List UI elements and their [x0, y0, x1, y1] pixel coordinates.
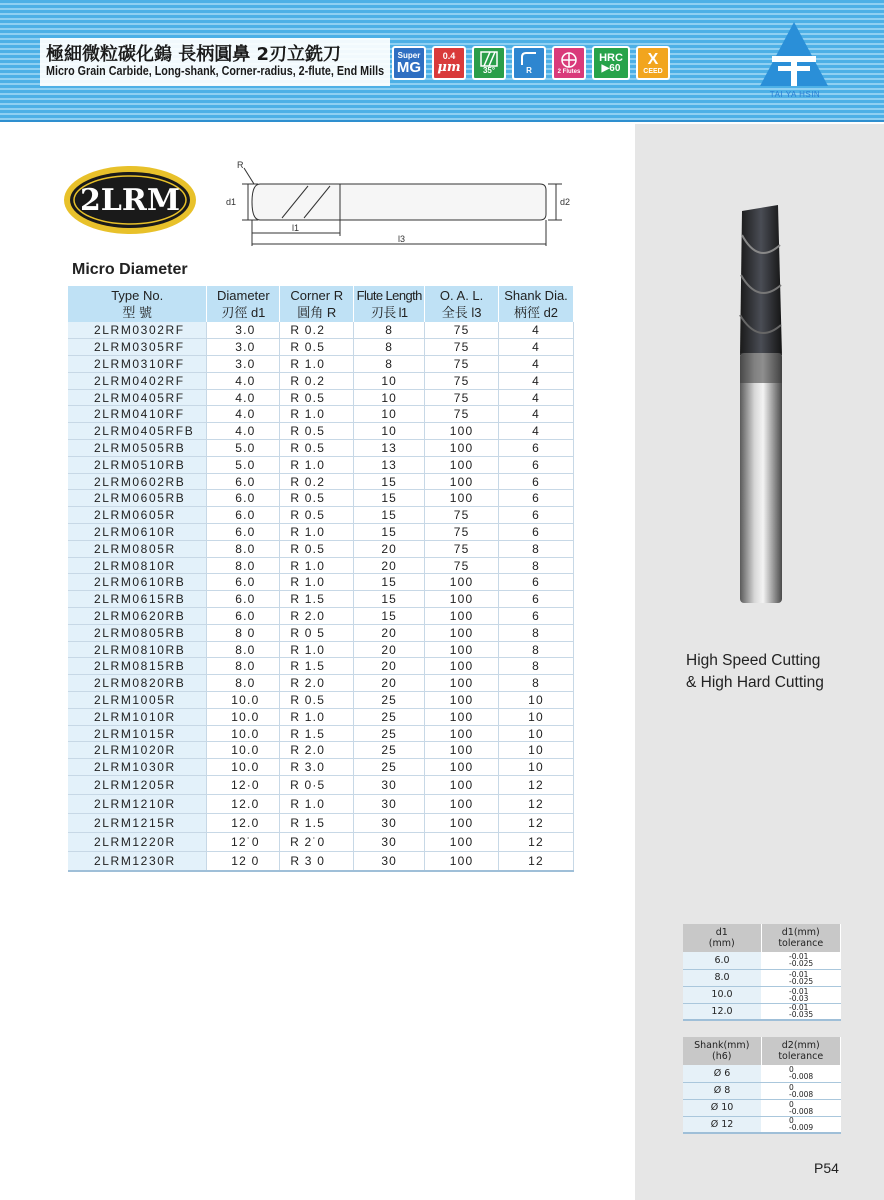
table-cell: 2LRM1030R — [68, 759, 207, 776]
table-cell: 12 — [499, 776, 574, 795]
table-cell: 100 — [425, 641, 499, 658]
tolerance-row — [683, 1003, 841, 1020]
table-cell: 6.0 — [207, 490, 280, 507]
table-cell: 100 — [425, 852, 499, 871]
table-cell: 100 — [425, 759, 499, 776]
table-cell: 15 — [354, 507, 425, 524]
table-cell: 10 — [499, 742, 574, 759]
table-cell: 2LRM0405RF — [68, 389, 207, 406]
table-cell: R 0.5 — [280, 507, 354, 524]
table-cell: 10.0 — [207, 759, 280, 776]
table-cell: 2LRM0410RF — [68, 406, 207, 423]
table-row — [68, 852, 574, 871]
table-cell: 3.0 — [207, 339, 280, 356]
table-cell: 2LRM0810R — [68, 557, 207, 574]
table-cell: 2LRM1210R — [68, 795, 207, 814]
table-cell: 8 — [499, 557, 574, 574]
table-cell: 100 — [425, 490, 499, 507]
table-cell: 10.0 — [207, 742, 280, 759]
emblem-text: 2LRM — [79, 183, 181, 218]
table-cell: 15 — [354, 473, 425, 490]
table-cell: 4 — [499, 322, 574, 339]
table-cell: R 1.0 — [280, 708, 354, 725]
spec-table — [68, 286, 574, 872]
table-cell: 2LRM0620RB — [68, 608, 207, 625]
d2-tolerance-header — [683, 1037, 841, 1065]
tolerance-value: -0.01 -0.035 — [761, 1003, 841, 1020]
table-cell: 2LRM0610RB — [68, 574, 207, 591]
table-cell: R 2.0 — [280, 608, 354, 625]
table-cell: R 3.0 — [280, 759, 354, 776]
table-cell: 12 0 — [207, 852, 280, 871]
tolerance-row — [683, 1116, 841, 1133]
table-cell: R 1.0 — [280, 795, 354, 814]
column-header: Shank Dia. 柄徑 d2 — [499, 286, 574, 322]
table-cell: 10.0 — [207, 725, 280, 742]
table-cell: 100 — [425, 658, 499, 675]
section-title: Micro Diameter — [72, 261, 188, 278]
flute-cross-section-icon — [560, 51, 578, 69]
table-cell: 25 — [354, 692, 425, 709]
corner-radius-icon — [520, 51, 538, 67]
table-cell: 13 — [354, 440, 425, 457]
table-cell: 30 — [354, 795, 425, 814]
tolerance-value: -0.01 -0.025 — [761, 969, 841, 986]
table-cell: 75 — [425, 372, 499, 389]
table-cell: 20 — [354, 557, 425, 574]
table-row — [68, 725, 574, 742]
table-cell: R 1.0 — [280, 557, 354, 574]
drawing-label-d2: d2 — [560, 197, 571, 207]
table-row — [68, 339, 574, 356]
table-cell: 8.0 — [207, 540, 280, 557]
xceed-badge: X CEED — [636, 46, 670, 80]
table-cell: 75 — [425, 540, 499, 557]
tai-ya-hsin-logo-icon — [758, 20, 830, 100]
table-row — [68, 524, 574, 541]
table-cell: R 0.5 — [280, 490, 354, 507]
table-cell: R 2˙0 — [280, 833, 354, 852]
table-row — [68, 440, 574, 457]
table-cell: 2LRM0805R — [68, 540, 207, 557]
table-cell: 6.0 — [207, 591, 280, 608]
tolerance-row — [683, 1065, 841, 1082]
table-cell: 6 — [499, 490, 574, 507]
tagline-line-2: & High Hard Cutting — [686, 674, 824, 691]
table-cell: 2LRM1020R — [68, 742, 207, 759]
table-cell: 8 — [499, 641, 574, 658]
table-cell: 2LRM0305RF — [68, 339, 207, 356]
page-number: P54 — [814, 1160, 839, 1176]
table-cell: 2LRM1010R — [68, 708, 207, 725]
table-row — [68, 356, 574, 373]
table-cell: R 0.5 — [280, 440, 354, 457]
tool-drawing — [222, 158, 582, 250]
hrc-badge: HRC ▶60 — [592, 46, 630, 80]
table-cell: 2LRM1205R — [68, 776, 207, 795]
table-cell: 100 — [425, 692, 499, 709]
tolerance-column-header: Shank(mm) (h6) — [683, 1037, 761, 1065]
tolerance-row — [683, 952, 841, 969]
end-mill-photo — [728, 205, 794, 610]
table-cell: 30 — [354, 833, 425, 852]
table-cell: 2LRM0605RB — [68, 490, 207, 507]
tagline — [686, 650, 824, 694]
table-cell: 2LRM0602RB — [68, 473, 207, 490]
tolerance-size: 8.0 — [683, 969, 761, 986]
table-cell: 2LRM1215R — [68, 814, 207, 833]
table-cell: 4 — [499, 423, 574, 440]
table-cell: 2LRM0615RB — [68, 591, 207, 608]
table-cell: 100 — [425, 776, 499, 795]
table-row — [68, 322, 574, 339]
table-cell: 4 — [499, 356, 574, 373]
table-cell: 12 — [499, 814, 574, 833]
table-cell: 30 — [354, 814, 425, 833]
table-cell: R 0.2 — [280, 372, 354, 389]
column-header: Type No. 型 號 — [68, 286, 207, 322]
table-cell: 6.0 — [207, 608, 280, 625]
table-cell: 8 — [499, 658, 574, 675]
table-cell: R 2.0 — [280, 675, 354, 692]
table-cell: 15 — [354, 490, 425, 507]
table-cell: 4.0 — [207, 406, 280, 423]
table-cell: R 1.5 — [280, 591, 354, 608]
table-cell: R 0.5 — [280, 339, 354, 356]
table-row — [68, 833, 574, 852]
feature-badges — [392, 46, 670, 80]
table-cell: 12˙0 — [207, 833, 280, 852]
tolerance-value: 0 -0.008 — [761, 1099, 841, 1116]
table-cell: 13 — [354, 456, 425, 473]
table-cell: 100 — [425, 795, 499, 814]
table-cell: 2LRM0610R — [68, 524, 207, 541]
two-flutes-badge: 2 Flutes — [552, 46, 586, 80]
table-cell: 4 — [499, 406, 574, 423]
d1-tolerance-header — [683, 924, 841, 952]
table-cell: 6 — [499, 524, 574, 541]
table-cell: 6 — [499, 473, 574, 490]
table-cell: 6.0 — [207, 574, 280, 591]
table-row — [68, 776, 574, 795]
tolerance-value: -0.01 -0.025 — [761, 952, 841, 969]
table-cell: R 1.0 — [280, 641, 354, 658]
table-header-row — [68, 286, 574, 322]
tolerance-value: 0 -0.009 — [761, 1116, 841, 1133]
tolerance-size: 10.0 — [683, 986, 761, 1003]
table-row — [68, 795, 574, 814]
table-cell: 75 — [425, 557, 499, 574]
column-header: Diameter 刃徑 d1 — [207, 286, 280, 322]
table-cell: 4.0 — [207, 372, 280, 389]
table-cell: 20 — [354, 658, 425, 675]
table-cell: 100 — [425, 574, 499, 591]
table-cell: 2LRM0805RB — [68, 624, 207, 641]
tolerance-size: Ø 12 — [683, 1116, 761, 1133]
table-cell: R 1.0 — [280, 524, 354, 541]
table-cell: 100 — [425, 708, 499, 725]
table-cell: 4 — [499, 389, 574, 406]
table-cell: 6 — [499, 608, 574, 625]
table-cell: 4.0 — [207, 423, 280, 440]
tolerance-value: -0.01 -0.03 — [761, 986, 841, 1003]
table-cell: 12 — [499, 852, 574, 871]
table-body — [68, 322, 574, 871]
table-cell: 10 — [354, 423, 425, 440]
title-chinese: 極細微粒碳化鎢 長柄圓鼻 2刃立銑刀 — [46, 44, 342, 65]
table-cell: 10 — [499, 708, 574, 725]
table-cell: 30 — [354, 776, 425, 795]
table-cell: 100 — [425, 473, 499, 490]
table-cell: 100 — [425, 833, 499, 852]
table-row — [68, 490, 574, 507]
tolerance-value: 0 -0.008 — [761, 1082, 841, 1099]
table-cell: 2LRM1230R — [68, 852, 207, 871]
tolerance-size: 6.0 — [683, 952, 761, 969]
table-row — [68, 814, 574, 833]
column-header: Corner R 圓角 R — [280, 286, 354, 322]
table-cell: 25 — [354, 725, 425, 742]
table-cell: 100 — [425, 456, 499, 473]
table-cell: 25 — [354, 708, 425, 725]
table-cell: 6.0 — [207, 524, 280, 541]
table-cell: 2LRM1015R — [68, 725, 207, 742]
table-cell: 3.0 — [207, 356, 280, 373]
tagline-line-1: High Speed Cutting — [686, 652, 821, 669]
table-cell: R 1.0 — [280, 456, 354, 473]
table-cell: 20 — [354, 624, 425, 641]
table-cell: R 3 0 — [280, 852, 354, 871]
table-cell: 8 — [354, 339, 425, 356]
table-row — [68, 608, 574, 625]
table-cell: 2LRM0810RB — [68, 641, 207, 658]
table-cell: 2LRM0402RF — [68, 372, 207, 389]
tolerance-column-header: d1 (mm) — [683, 924, 761, 952]
table-cell: 8.0 — [207, 658, 280, 675]
table-cell: 6.0 — [207, 473, 280, 490]
table-cell: R 2.0 — [280, 742, 354, 759]
table-cell: R 1.0 — [280, 356, 354, 373]
table-cell: R 1.5 — [280, 725, 354, 742]
table-cell: R 1.5 — [280, 658, 354, 675]
table-cell: R 0.5 — [280, 692, 354, 709]
table-cell: 10 — [354, 406, 425, 423]
table-row — [68, 591, 574, 608]
helix-angle-badge: 35° — [472, 46, 506, 80]
table-row — [68, 759, 574, 776]
table-cell: R 0 5 — [280, 624, 354, 641]
table-row — [68, 675, 574, 692]
table-cell: 75 — [425, 322, 499, 339]
table-row — [68, 692, 574, 709]
table-cell: 2LRM0310RF — [68, 356, 207, 373]
table-cell: 75 — [425, 406, 499, 423]
drawing-label-r: R — [237, 160, 244, 170]
table-cell: 10 — [499, 759, 574, 776]
table-cell: 5.0 — [207, 456, 280, 473]
corner-radius-badge: R — [512, 46, 546, 80]
table-cell: 8 — [499, 675, 574, 692]
table-cell: 8.0 — [207, 557, 280, 574]
table-cell: 25 — [354, 759, 425, 776]
table-cell: R 0.5 — [280, 389, 354, 406]
table-cell: 3.0 — [207, 322, 280, 339]
table-cell: 12 — [499, 795, 574, 814]
table-row — [68, 658, 574, 675]
table-row — [68, 574, 574, 591]
table-cell: 10 — [499, 692, 574, 709]
drawing-label-l1: l1 — [292, 223, 300, 233]
table-cell: 4.0 — [207, 389, 280, 406]
drawing-label-d1: d1 — [226, 197, 237, 207]
table-cell: 2LRM0302RF — [68, 322, 207, 339]
table-cell: 12.0 — [207, 814, 280, 833]
table-cell: 2LRM0510RB — [68, 456, 207, 473]
table-cell: R 1.5 — [280, 814, 354, 833]
table-cell: 75 — [425, 389, 499, 406]
table-cell: 2LRM0505RB — [68, 440, 207, 457]
table-cell: 100 — [425, 591, 499, 608]
table-cell: 15 — [354, 574, 425, 591]
table-cell: 75 — [425, 507, 499, 524]
table-row — [68, 708, 574, 725]
table-cell: 2LRM1005R — [68, 692, 207, 709]
table-cell: 15 — [354, 524, 425, 541]
table-cell: 20 — [354, 641, 425, 658]
brand-name: TAI YA HSIN — [769, 90, 821, 99]
table-cell: R 0.5 — [280, 540, 354, 557]
tolerance-size: Ø 8 — [683, 1082, 761, 1099]
table-cell: 10.0 — [207, 692, 280, 709]
table-cell: 8 — [354, 356, 425, 373]
table-cell: 30 — [354, 852, 425, 871]
tolerance-column-header: d2(mm) tolerance — [761, 1037, 841, 1065]
table-cell: 100 — [425, 675, 499, 692]
table-cell: 8.0 — [207, 641, 280, 658]
table-cell: 75 — [425, 339, 499, 356]
title-english: Micro Grain Carbide, Long-shank, Corner-radius, 2-flute, End Mills — [46, 64, 385, 78]
table-cell: 6 — [499, 456, 574, 473]
column-header: O. A. L. 全長 l3 — [425, 286, 499, 322]
table-cell: 2LRM1220R — [68, 833, 207, 852]
table-row — [68, 557, 574, 574]
table-cell: 6 — [499, 591, 574, 608]
table-cell: 8 — [354, 322, 425, 339]
table-row — [68, 372, 574, 389]
table-row — [68, 423, 574, 440]
table-cell: 6.0 — [207, 507, 280, 524]
table-cell: 12.0 — [207, 795, 280, 814]
table-cell: 10 — [354, 372, 425, 389]
table-cell: 6 — [499, 507, 574, 524]
table-cell: 15 — [354, 591, 425, 608]
d1-tolerance-table — [683, 924, 841, 1021]
table-row — [68, 456, 574, 473]
table-cell: 2LRM0405RFB — [68, 423, 207, 440]
table-cell: R 1.0 — [280, 406, 354, 423]
table-cell: 10 — [499, 725, 574, 742]
tolerance-size: 12.0 — [683, 1003, 761, 1020]
table-cell: 75 — [425, 524, 499, 541]
table-cell: 4 — [499, 339, 574, 356]
table-cell: 12·0 — [207, 776, 280, 795]
super-mg-badge: Super MG — [392, 46, 426, 80]
table-cell: 10 — [354, 389, 425, 406]
table-cell: 8.0 — [207, 675, 280, 692]
table-cell: R 0.2 — [280, 473, 354, 490]
table-cell: 100 — [425, 440, 499, 457]
table-row — [68, 406, 574, 423]
table-cell: 100 — [425, 624, 499, 641]
table-cell: 20 — [354, 675, 425, 692]
table-row — [68, 641, 574, 658]
tolerance-row — [683, 1099, 841, 1116]
tolerance-size: Ø 6 — [683, 1065, 761, 1082]
table-cell: 6 — [499, 440, 574, 457]
column-header: Flute Length 刃長 l1 — [354, 286, 425, 322]
table-cell: 15 — [354, 608, 425, 625]
table-row — [68, 742, 574, 759]
table-row — [68, 624, 574, 641]
table-cell: 8 0 — [207, 624, 280, 641]
table-cell: 2LRM0820RB — [68, 675, 207, 692]
helix-icon — [480, 51, 498, 67]
table-row — [68, 389, 574, 406]
table-row — [68, 540, 574, 557]
table-cell: 6 — [499, 574, 574, 591]
table-cell: 100 — [425, 814, 499, 833]
series-emblem — [63, 165, 197, 235]
tolerance-row — [683, 986, 841, 1003]
table-cell: 5.0 — [207, 440, 280, 457]
table-cell: 4 — [499, 372, 574, 389]
d2-tolerance-table — [683, 1037, 841, 1134]
tolerance-row — [683, 969, 841, 986]
table-cell: 100 — [425, 725, 499, 742]
table-cell: R 0·5 — [280, 776, 354, 795]
table-cell: 25 — [354, 742, 425, 759]
table-cell: 100 — [425, 423, 499, 440]
table-cell: 75 — [425, 356, 499, 373]
grain-size-badge: 0.4 μm — [432, 46, 466, 80]
table-cell: R 0.2 — [280, 322, 354, 339]
table-cell: 12 — [499, 833, 574, 852]
tolerance-column-header: d1(mm) tolerance — [761, 924, 841, 952]
table-row — [68, 473, 574, 490]
table-cell: 8 — [499, 540, 574, 557]
tolerance-value: 0 -0.008 — [761, 1065, 841, 1082]
tolerance-size: Ø 10 — [683, 1099, 761, 1116]
tolerance-row — [683, 1082, 841, 1099]
table-cell: 2LRM0605R — [68, 507, 207, 524]
drawing-label-l3: l3 — [398, 234, 406, 244]
table-cell: 100 — [425, 742, 499, 759]
table-cell: 10.0 — [207, 708, 280, 725]
table-cell: 20 — [354, 540, 425, 557]
table-row — [68, 507, 574, 524]
table-cell: R 1.0 — [280, 574, 354, 591]
table-cell: R 0.5 — [280, 423, 354, 440]
table-cell: 8 — [499, 624, 574, 641]
table-cell: 2LRM0815RB — [68, 658, 207, 675]
table-cell: 100 — [425, 608, 499, 625]
